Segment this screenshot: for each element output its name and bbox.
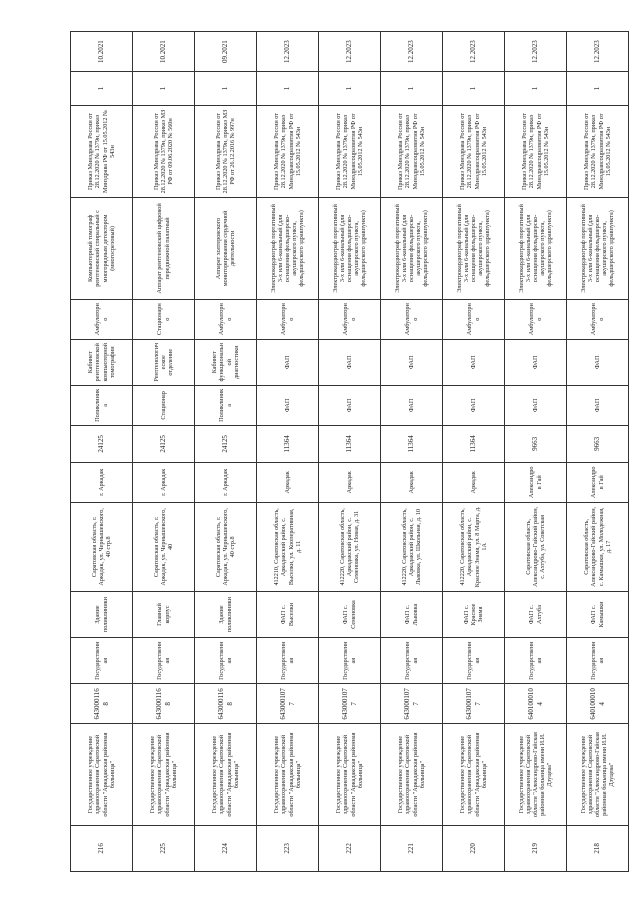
cell-address: 412220, Саратовская область, Аркадакский район, с. Львовка, ул. Школьная, д. 10 [381, 502, 443, 591]
table-row [319, 32, 381, 872]
cell-care: Амбулаторно [505, 299, 567, 339]
cell-building: Здание поликлиники [71, 591, 133, 637]
cell-population: 24125 [71, 425, 133, 462]
cell-equipment: Электрокардиограф портативный 3-х или 6-канальный (для оснащения фельдшерско-акушерского пункта, фельдшерского здравпункта) [319, 198, 381, 300]
cell-year: 10.2021 [71, 32, 133, 72]
cell-ogrn: 6430001077 [319, 684, 381, 724]
cell-type: Поликлиника [71, 385, 133, 425]
cell-equipment: Аппарат рентгеновский цифровой передвижной палатный [133, 198, 195, 300]
cell-type: ФАП [381, 385, 443, 425]
cell-org: Государственное учреждение здравоохранения Саратовской области "Аркадакская районная больница" [71, 724, 133, 826]
cell-type: ФАП [567, 385, 629, 425]
cell-ownership: Государственная [71, 638, 133, 684]
cell-order: Приказ Минздрава России от 28.12.2020 № 1379н, приказ МЗ РФ от 09.06.2020 № 560н [133, 105, 195, 197]
cell-address: 412210, Саратовская область, Аркадакский район, с. Выселки, ул. Кооперативная, д. 11 [257, 502, 319, 591]
cell-locality: Александров Гай [505, 462, 567, 502]
cell-type: ФАП [443, 385, 505, 425]
cell-building: ФАП с. Камышки [567, 591, 629, 637]
cell-population: 11364 [443, 425, 505, 462]
cell-qty: 1 [195, 72, 257, 106]
cell-ownership: Государственная [567, 638, 629, 684]
cell-equipment: Электрокардиограф портативный 3-х или 6-канальный (для оснащения фельдшерско-акушерского пункта, фельдшерского здравпункта) [443, 198, 505, 300]
cell-order: Приказ Минздрава России от 28.12.2020 № 1379н, приказ Минздравсоцразвития РФ от 15.05.2012 № 543н [319, 105, 381, 197]
cell-org: Государственное учреждение здравоохранения Саратовской области "Аркадакская районная больница" [195, 724, 257, 826]
cell-org: Государственное учреждение здравоохранения Саратовской области "Аркадакская районная больница" [257, 724, 319, 826]
cell-org: Государственное учреждение здравоохранения Саратовской области "Александрово-Гайская районная больница имени И.И. Дзуцева" [567, 724, 629, 826]
cell-year: 12.2023 [567, 32, 629, 72]
cell-ogrn: 6430001077 [257, 684, 319, 724]
cell-ownership: Государственная [319, 638, 381, 684]
cell-qty: 1 [257, 72, 319, 106]
cell-order: Приказ Минздрава России от 28.12.2020 № 1379н, приказ Минздравсоцразвития РФ от 15.05.2012 № 543н [257, 105, 319, 197]
table-row [71, 32, 133, 872]
cell-qty: 1 [381, 72, 443, 106]
cell-population: 11364 [319, 425, 381, 462]
cell-unit: Кабинет рентгеновской компьютерной томографии [71, 339, 133, 385]
cell-building: ФАП с. Львовка [381, 591, 443, 637]
cell-number: 218 [567, 825, 629, 871]
cell-number: 225 [133, 825, 195, 871]
cell-number: 223 [257, 825, 319, 871]
cell-ownership: Государственная [133, 638, 195, 684]
cell-number: 216 [71, 825, 133, 871]
cell-unit: ФАП [257, 339, 319, 385]
cell-year: 12.2023 [319, 32, 381, 72]
cell-population: 11364 [257, 425, 319, 462]
cell-type: ФАП [257, 385, 319, 425]
cell-locality: г. Аркадак [133, 462, 195, 502]
cell-order: Приказ Минздрава России от 28.12.2020 № 1379н, приказ Минздравсоцразвития РФ от 15.05.2012 № 543н [567, 105, 629, 197]
cell-building: Главный корпус [133, 591, 195, 637]
table-row [133, 32, 195, 872]
cell-address: 412220, Саратовская область, Аркадакский район, с. Красное Знамя, ул. 8 Марта, д. 1А [443, 502, 505, 591]
cell-year: 12.2023 [381, 32, 443, 72]
cell-order: Приказ Минздрава России от 28.12.2020 № 1379н, приказ МЗ РФ от 26.12.2016 № 997н [195, 105, 257, 197]
cell-order: Приказ Минздрава России от 28.12.2020 № 1379н, приказ Минздрава РФ от 15.05.2012 № 543н [71, 105, 133, 197]
cell-ogrn: 6401000104 [567, 684, 629, 724]
cell-equipment: Электрокардиограф портативный 3-х или 6-канальный (для оснащения фельдшерско-акушерского пункта, фельдшерского здравпункта) [505, 198, 567, 300]
cell-type: ФАП [505, 385, 567, 425]
cell-qty: 1 [443, 72, 505, 106]
cell-org: Государственное учреждение здравоохранения Саратовской области "Аркадакская районная больница" [133, 724, 195, 826]
cell-order: Приказ Минздрава России от 28.12.2020 № 1379н, приказ Минздравсоцразвития РФ от 15.05.2012 № 543н [381, 105, 443, 197]
cell-unit: ФАП [319, 339, 381, 385]
rotated-table-wrapper [70, 32, 628, 872]
cell-address: Саратовская область, Александрово-Гайский район, с. Ахтуба, ул. Советская [505, 502, 567, 591]
equipment-table [70, 31, 629, 872]
cell-type: Поликлиника [195, 385, 257, 425]
cell-ogrn: 6430001168 [133, 684, 195, 724]
cell-care: Амбулаторно [319, 299, 381, 339]
cell-care: Амбулаторно [443, 299, 505, 339]
cell-unit: Рентгенологическое отделение [133, 339, 195, 385]
cell-order: Приказ Минздрава России от 28.12.2020 № 1379н, приказ Минздравсоцразвития РФ от 15.05.2012 № 543н [505, 105, 567, 197]
cell-year: 12.2023 [505, 32, 567, 72]
cell-address: Саратовская область, г. Аркадак, ул. Чернышевского, 40 стр.8 [195, 502, 257, 591]
cell-number: 220 [443, 825, 505, 871]
cell-org: Государственное учреждение здравоохранения Саратовской области "Аркадакская районная больница" [381, 724, 443, 826]
cell-building: ФАП с. Выселки [257, 591, 319, 637]
cell-population: 24125 [133, 425, 195, 462]
cell-ownership: Государственная [195, 638, 257, 684]
cell-locality: Аркадак [319, 462, 381, 502]
cell-building: Здание поликлиники [195, 591, 257, 637]
cell-care: Амбулаторно [381, 299, 443, 339]
cell-ogrn: 6430001168 [195, 684, 257, 724]
cell-locality: Аркадак [257, 462, 319, 502]
table-row [567, 32, 629, 872]
cell-ogrn: 6430001168 [71, 684, 133, 724]
cell-qty: 1 [505, 72, 567, 106]
table-row [505, 32, 567, 872]
cell-year: 12.2023 [257, 32, 319, 72]
table-row [381, 32, 443, 872]
cell-population: 9663 [567, 425, 629, 462]
cell-care: Амбулаторно [257, 299, 319, 339]
cell-ogrn: 6401000104 [505, 684, 567, 724]
cell-care: Стационарно [133, 299, 195, 339]
cell-equipment: Электрокардиограф портативный 3-х или 6-канальный (для оснащения фельдшерско-акушерского пункта, фельдшерского здравпункта) [567, 198, 629, 300]
cell-equipment: Аппарат холтеровского мониторирования сердечной деятельности [195, 198, 257, 300]
cell-address: Саратовская область, Александрово-Гайский район, с. Камышки, ул. Молодежная, д. 17 [567, 502, 629, 591]
table-body [71, 32, 629, 872]
cell-unit: ФАП [505, 339, 567, 385]
cell-locality: Аркадак [443, 462, 505, 502]
cell-ownership: Государственная [505, 638, 567, 684]
cell-order: Приказ Минздрава России от 28.12.2020 № 1379н, приказ Минздравсоцразвития РФ от 15.05.2012 № 543н [443, 105, 505, 197]
cell-unit: ФАП [443, 339, 505, 385]
cell-address: 412220, Саратовская область, Аркадакский район, с. Семеновка, ул. Новая, д. 31 [319, 502, 381, 591]
cell-locality: Аркадак [381, 462, 443, 502]
cell-building: ФАП с. Семеновка [319, 591, 381, 637]
cell-ownership: Государственная [443, 638, 505, 684]
cell-locality: г. Аркадак [71, 462, 133, 502]
cell-number: 222 [319, 825, 381, 871]
cell-ownership: Государственная [381, 638, 443, 684]
cell-equipment: Электрокардиограф портативный 3-х или 6-канальный (для оснащения фельдшерско-акушерского пункта, фельдшерского здравпункта) [381, 198, 443, 300]
cell-address: Саратовская область, г. Аркадак, ул. Чернышевского, 40 [133, 502, 195, 591]
cell-type: Стационар [133, 385, 195, 425]
cell-ownership: Государственная [257, 638, 319, 684]
cell-year: 10.2021 [133, 32, 195, 72]
cell-number: 221 [381, 825, 443, 871]
table-row [257, 32, 319, 872]
cell-unit: Кабинет функциональной диагностики [195, 339, 257, 385]
cell-year: 12.2023 [443, 32, 505, 72]
cell-address: Саратовская область, г. Аркадак, ул. Чернышевского, 40 стр.8 [71, 502, 133, 591]
cell-population: 24125 [195, 425, 257, 462]
cell-building: ФАП с. Ахтуба [505, 591, 567, 637]
cell-care: Амбулаторно [71, 299, 133, 339]
cell-care: Амбулаторно [195, 299, 257, 339]
cell-org: Государственное учреждение здравоохранения Саратовской области "Александрово-Гайская районная больница имени И.И. Дзуцева" [505, 724, 567, 826]
cell-qty: 1 [71, 72, 133, 106]
cell-number: 224 [195, 825, 257, 871]
cell-population: 11364 [381, 425, 443, 462]
cell-building: ФАП с. Красное Знамя [443, 591, 505, 637]
cell-care: Амбулаторно [567, 299, 629, 339]
cell-year: 09.2021 [195, 32, 257, 72]
table-row [443, 32, 505, 872]
cell-locality: г. Аркадак [195, 462, 257, 502]
cell-ogrn: 6430001077 [443, 684, 505, 724]
cell-qty: 1 [319, 72, 381, 106]
cell-org: Государственное учреждение здравоохранения Саратовской области "Аркадакская районная больница" [443, 724, 505, 826]
cell-ogrn: 6430001077 [381, 684, 443, 724]
cell-qty: 1 [133, 72, 195, 106]
cell-qty: 1 [567, 72, 629, 106]
cell-number: 219 [505, 825, 567, 871]
cell-type: ФАП [319, 385, 381, 425]
cell-equipment: Электрокардиограф портативный 3-х или 6-канальный (для оснащения фельдшерско-акушерского пункта, фельдшерского здравпункта) [257, 198, 319, 300]
cell-unit: ФАП [381, 339, 443, 385]
cell-equipment: Компьютерный томограф рентгеновский спиральный с многорядным детектором (многосрезовый) [71, 198, 133, 300]
cell-org: Государственное учреждение здравоохранения Саратовской области "Аркадакская районная больница" [319, 724, 381, 826]
cell-unit: ФАП [567, 339, 629, 385]
cell-population: 9663 [505, 425, 567, 462]
table-row [195, 32, 257, 872]
cell-locality: Александров Гай [567, 462, 629, 502]
